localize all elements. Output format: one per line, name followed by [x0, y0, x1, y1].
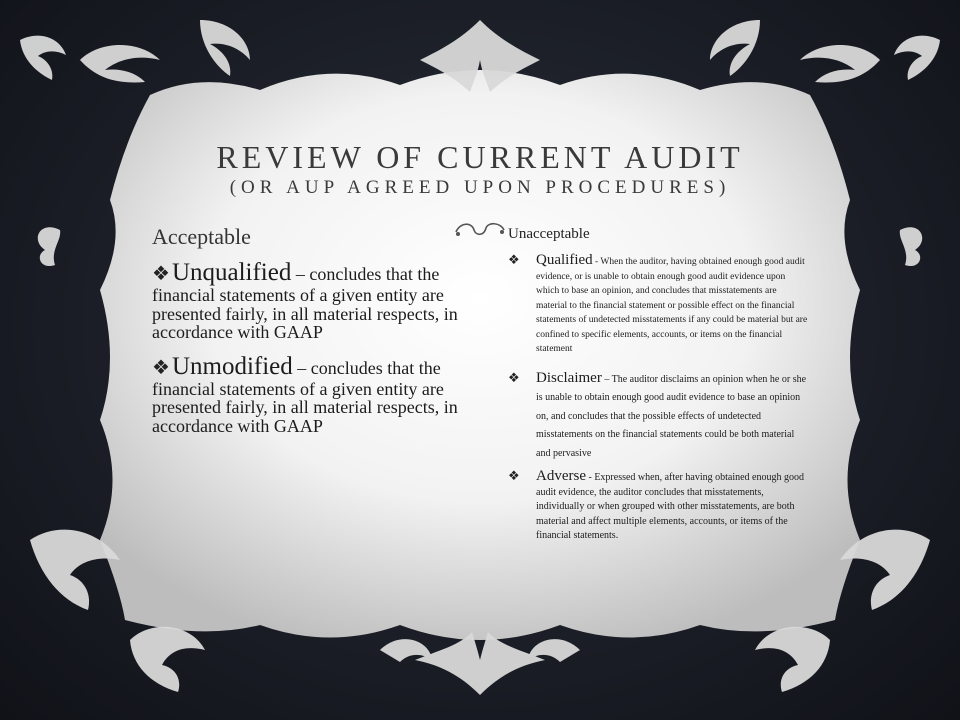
- item-term: Qualified: [536, 252, 593, 268]
- title-line-2: (OR AUP AGREED UPON PROCEDURES): [229, 177, 731, 198]
- diamond-bullet-icon: ❖: [508, 468, 520, 483]
- item-text: – The auditor disclaims an opinion when he or she is unable to obtain enough good audit evidence to base an opinion on, and concludes that the possible effects of undetected misstatements on the financial statements could be both material and pervasive: [536, 373, 807, 459]
- diamond-bullet-icon: ❖: [152, 263, 170, 285]
- item-text: – concludes that the financial statements of a given entity are presented fairly, in all material respects, in accordance with GAAP: [152, 264, 458, 342]
- slide-title: [120, 138, 840, 200]
- list-item: [508, 253, 808, 357]
- diamond-bullet-icon: ❖: [508, 252, 520, 267]
- unacceptable-column: [508, 226, 808, 556]
- item-text: - Expressed when, after having obtained enough good audit evidence, the auditor concludes that misstatements, individually or when grouped with other misstatements, are both material and affect multiple elements, accounts, or items of the financial statements.: [536, 472, 804, 541]
- title-line-1: REVIEW OF CURRENT AUDIT: [216, 139, 744, 175]
- unacceptable-header: Unacceptable: [508, 226, 590, 242]
- acceptable-header: Acceptable: [152, 224, 251, 249]
- acceptable-column: [152, 224, 462, 447]
- item-term: Unmodified: [171, 352, 293, 380]
- list-item: [152, 260, 462, 342]
- diamond-bullet-icon: ❖: [152, 356, 170, 379]
- item-term: Adverse: [536, 468, 586, 484]
- item-term: Disclaimer: [536, 369, 602, 386]
- diamond-bullet-icon: ❖: [508, 369, 520, 385]
- list-item: [152, 354, 462, 436]
- list-item: [508, 369, 808, 464]
- item-text: – concludes that the financial statements of a given entity are presented fairly, in all material respects, in accordance with GAAP: [152, 357, 458, 436]
- list-item: [508, 469, 808, 544]
- item-term: Unqualified: [171, 259, 292, 286]
- item-text: - When the auditor, having obtained enough good audit evidence, or is unable to obtain enough good audit evidence upon which to base an opinion, and concludes that misstatements are material to the financial statement or possible effect on the financial statements of undetected misstatements if any could be material but are confined to specific elements, accounts, or items on the financial statement: [536, 257, 808, 354]
